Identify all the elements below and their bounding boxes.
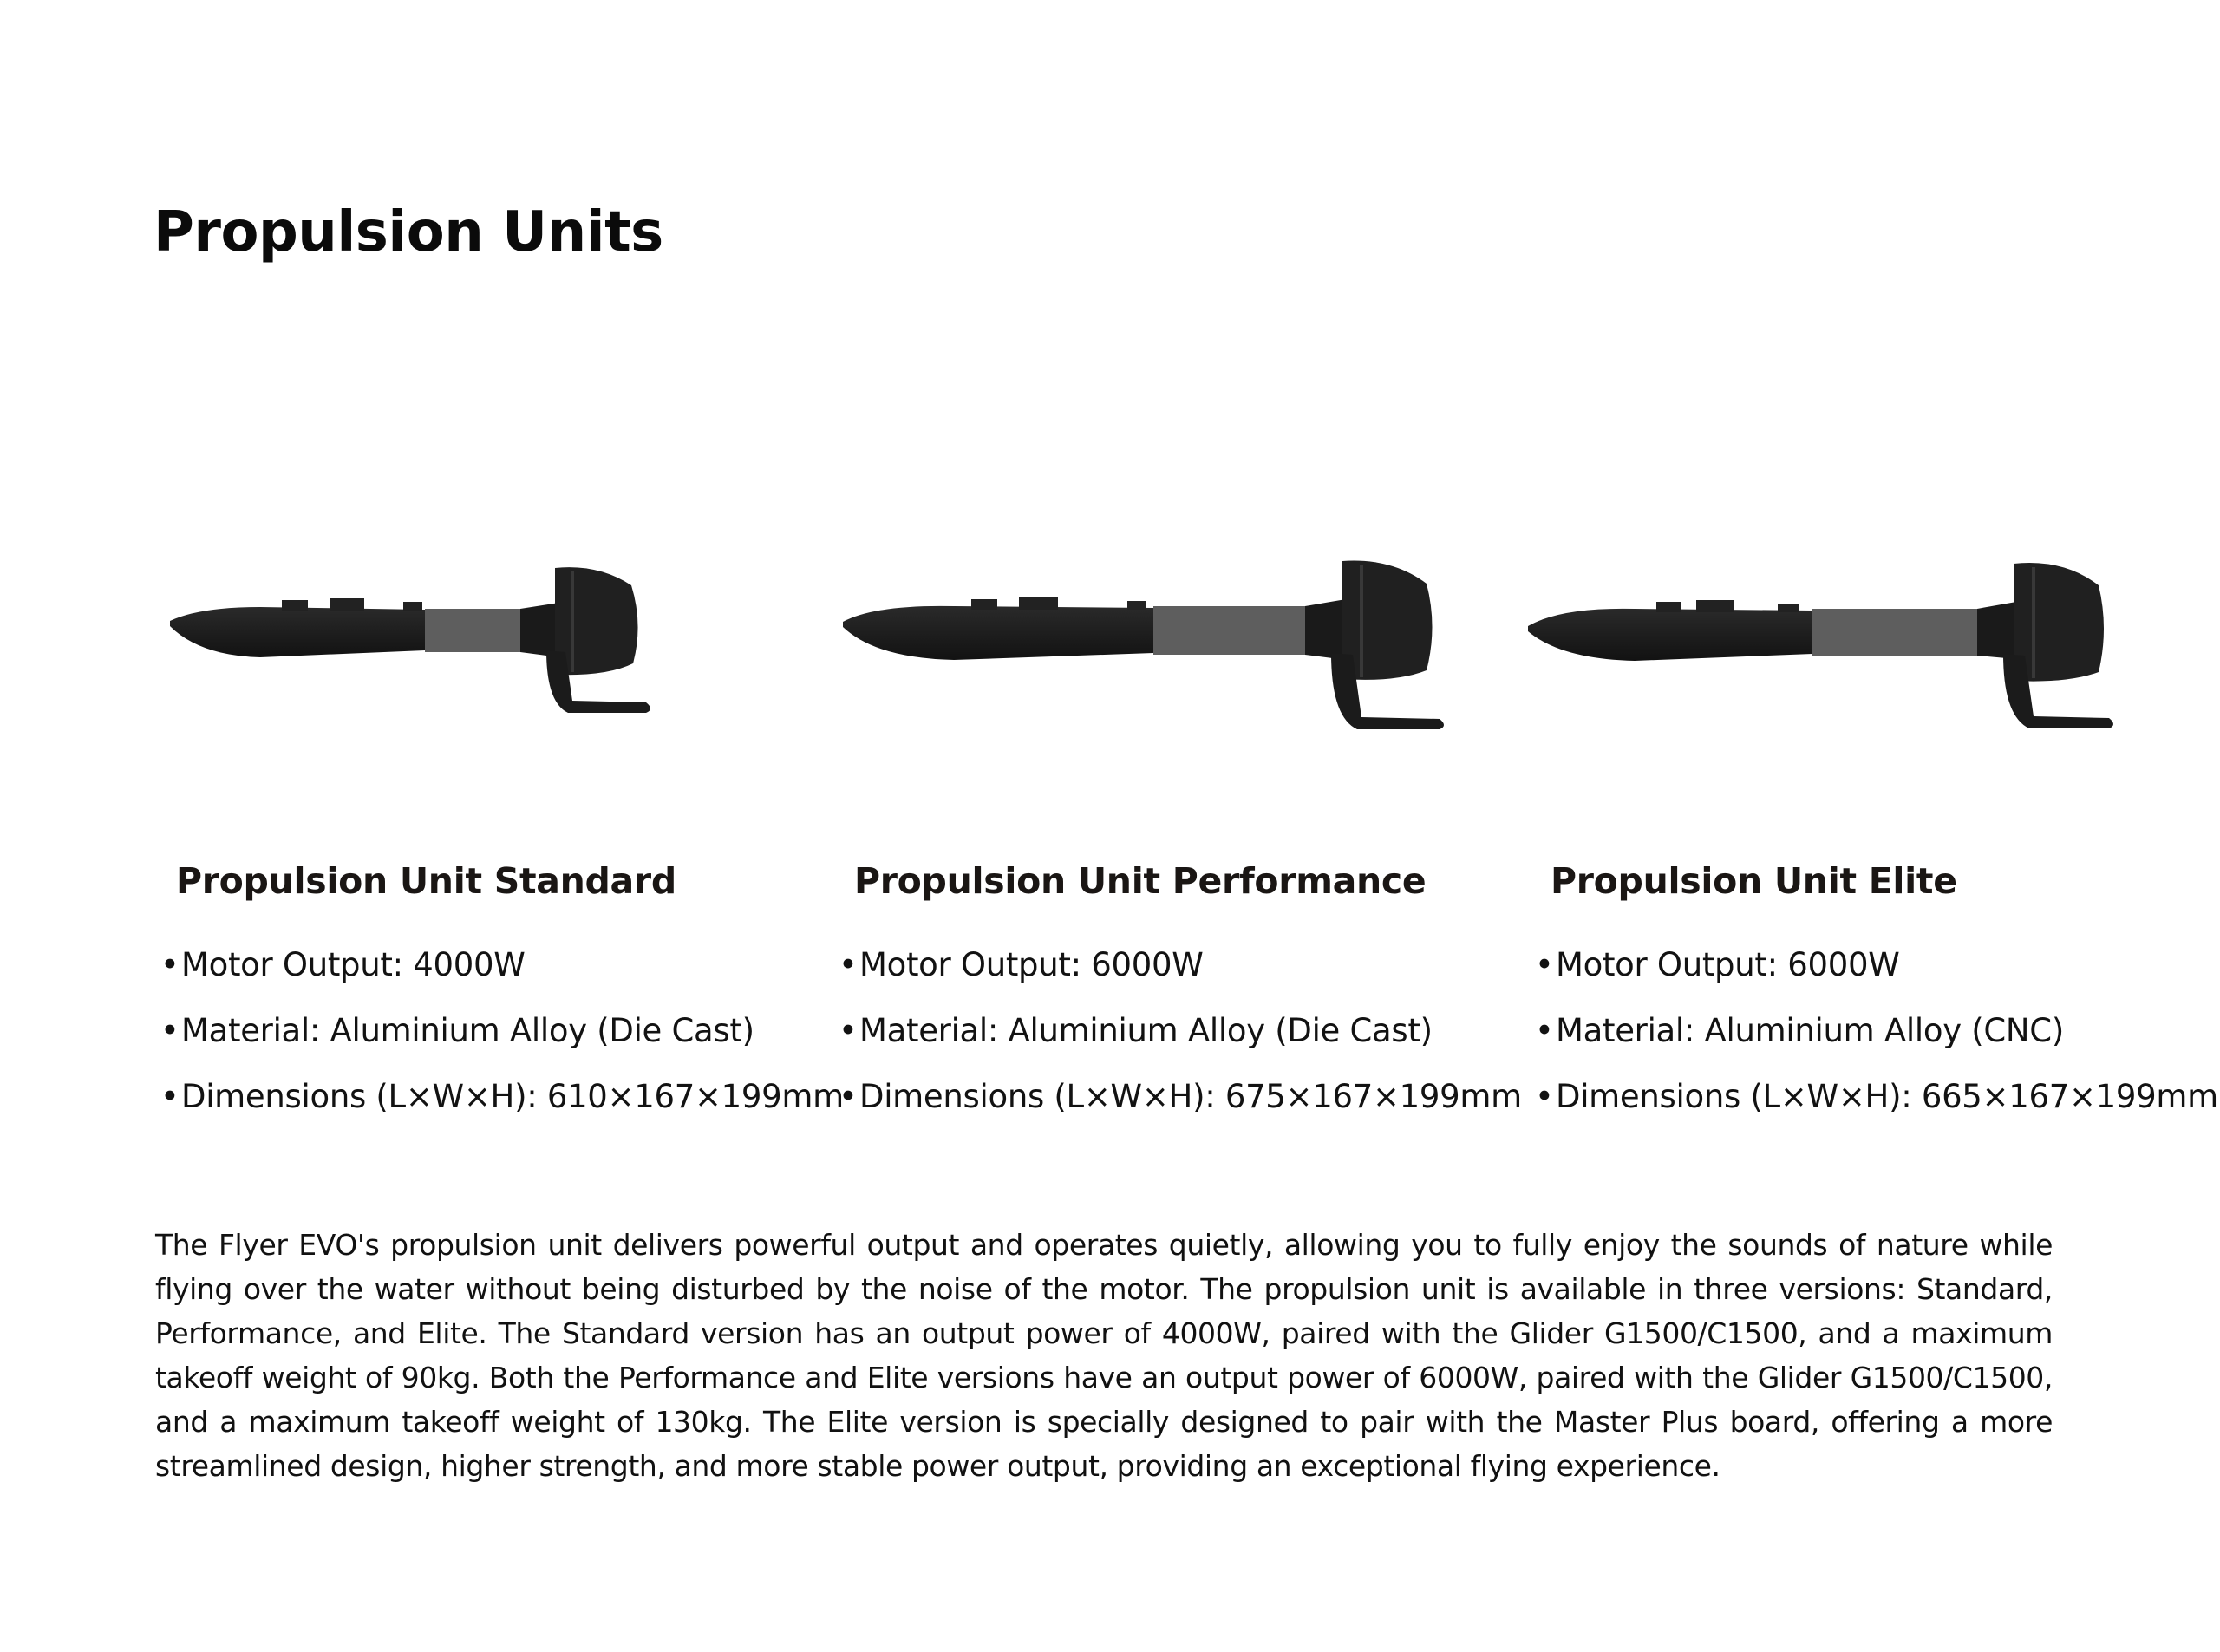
spec-material — [1535, 1011, 2218, 1077]
bullet-icon: • — [1535, 1078, 1554, 1115]
spec-motor-output — [160, 945, 844, 1011]
propulsion-unit-elite-image — [1526, 546, 2116, 772]
spec-material — [160, 1011, 844, 1077]
bullet-icon: • — [1535, 946, 1554, 983]
bullet-icon: • — [160, 1012, 180, 1049]
spec-motor-output — [839, 945, 1522, 1011]
page-title: Propulsion Units — [153, 200, 663, 264]
spec-dimensions — [160, 1077, 844, 1143]
propulsion-unit-performance-image — [841, 551, 1448, 776]
spec-text: Motor Output: 6000W — [859, 946, 1204, 983]
spec-list — [1535, 945, 2218, 1143]
bullet-icon: • — [839, 1012, 858, 1049]
spec-text: Material: Aluminium Alloy (CNC) — [1556, 1012, 2064, 1049]
description-paragraph: The Flyer EVO's propulsion unit delivers powerful output and operates quietly, allowing you to fully enjoy the sounds of nature while flying over the water without being disturbed by the noise of the motor. The propulsion unit is available in three versions: Standard, Performance, and Elite. The Standard version has an output power of 4000W, paired with the Glider G1500/C1500, and a maximum takeoff weight of 90kg. Both the Performance and Elite versions have an output power of 6000W, paired with the Glider G1500/C1500, and a maximum takeoff weight of 130kg. The Elite version is specially designed to pair with the Master Plus board, offering a more streamlined design, higher strength, and more stable power output, providing an exceptional flying experience. — [155, 1228, 2053, 1483]
spec-text: Material: Aluminium Alloy (Die Cast) — [859, 1012, 1433, 1049]
propulsion-unit-standard-image — [165, 555, 668, 763]
spec-text: Motor Output: 4000W — [181, 946, 526, 983]
spec-text: Dimensions (L×W×H): 610×167×199mm — [181, 1078, 844, 1115]
bullet-icon: • — [839, 946, 858, 983]
spec-motor-output — [1535, 945, 2218, 1011]
spec-list — [839, 945, 1522, 1143]
spec-text: Dimensions (L×W×H): 675×167×199mm — [859, 1078, 1522, 1115]
bullet-icon: • — [160, 1078, 180, 1115]
spec-material — [839, 1011, 1522, 1077]
product-name: Propulsion Unit Performance — [854, 860, 1427, 902]
bullet-icon: • — [160, 946, 180, 983]
spec-text: Material: Aluminium Alloy (Die Cast) — [181, 1012, 754, 1049]
spec-dimensions — [1535, 1077, 2218, 1143]
spec-text: Motor Output: 6000W — [1556, 946, 1900, 983]
product-name: Propulsion Unit Standard — [176, 860, 676, 902]
bullet-icon: • — [1535, 1012, 1554, 1049]
spec-list — [160, 945, 844, 1143]
bullet-icon: • — [839, 1078, 858, 1115]
spec-dimensions — [839, 1077, 1522, 1143]
spec-text: Dimensions (L×W×H): 665×167×199mm — [1556, 1078, 2218, 1115]
product-name: Propulsion Unit Elite — [1551, 860, 1957, 902]
